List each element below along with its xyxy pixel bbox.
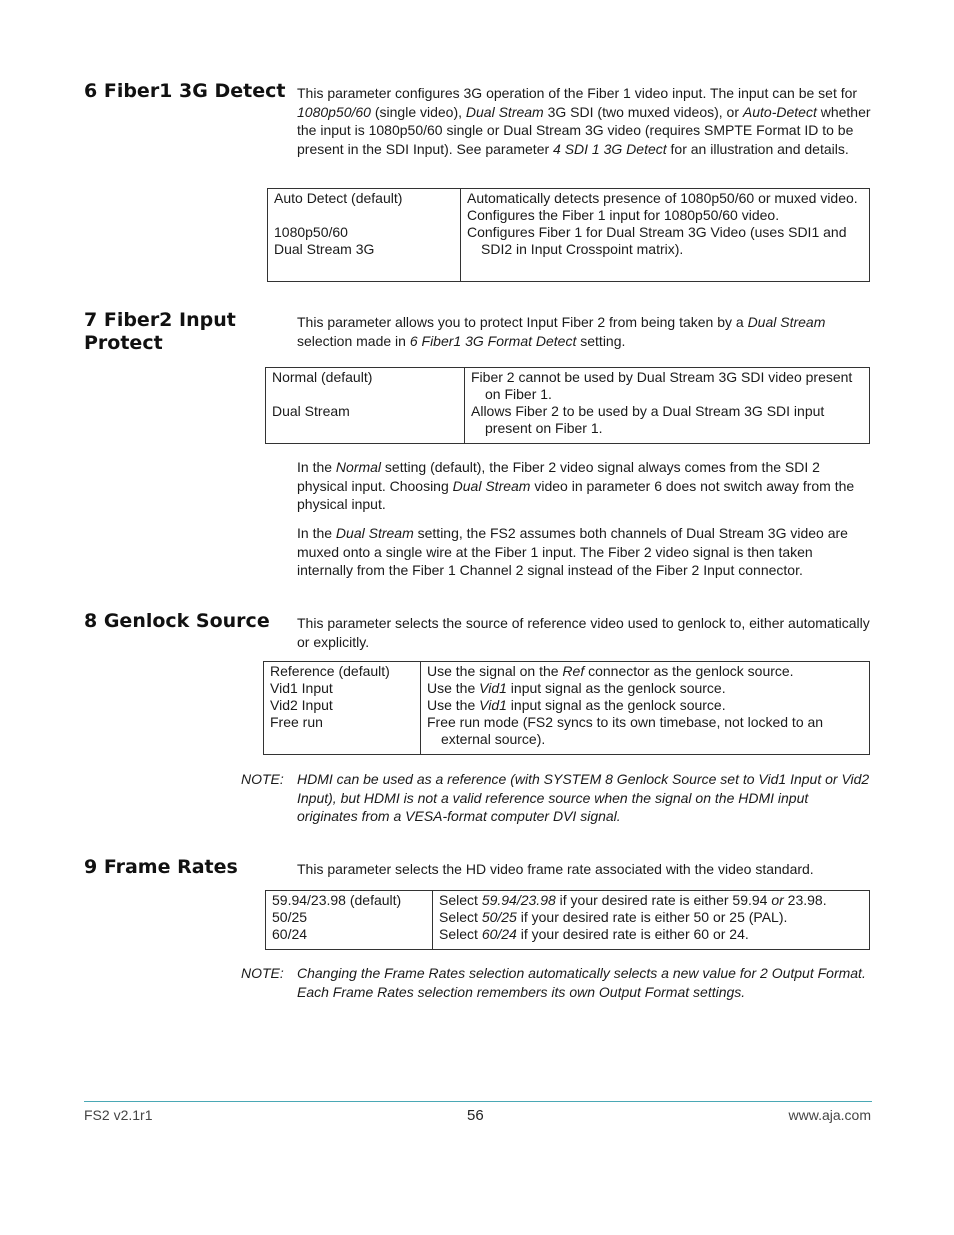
option-label: Free run <box>270 714 323 730</box>
option-description: Automatically detects presence of 1080p50/60 or muxed video. <box>467 190 858 206</box>
option-label: Normal (default) <box>272 369 373 385</box>
option-label: Auto Detect (default) <box>274 190 403 206</box>
section-heading-8: 8 Genlock Source <box>84 610 270 632</box>
option-label: 1080p50/60 <box>274 224 348 240</box>
note-text: HDMI can be used as a reference (with SYSTEM 8 Genlock Source set to Vid1 Input or Vid2 Input), but HDMI is not a valid reference source when the signal on the HDMI input originates from a VESA-format computer DVI signal. <box>297 771 870 825</box>
option-label: Vid2 Input <box>270 697 333 713</box>
option-description: Select 59.94/23.98 if your desired rate is either 59.94 or 23.98. <box>439 892 827 908</box>
descriptions-col <box>421 662 870 755</box>
note-label: NOTE: <box>241 771 284 787</box>
option-label: 60/24 <box>272 926 308 942</box>
option-label: Vid1 Input <box>270 680 333 696</box>
option-label: Dual Stream 3G <box>274 241 375 257</box>
options-col <box>268 189 461 282</box>
options-table-6 <box>267 188 870 282</box>
option-description: Select 60/24 if your desired rate is either 60 or 24. <box>439 926 749 942</box>
section-7-paragraph-dual-stream: In the Dual Stream setting, the FS2 assumes both channels of Dual Stream 3G video are muxed onto a single wire at the Fiber 1 input. The Fiber 2 video signal is then taken internally from the Fiber 1 Channel 2 signal instead of the Fiber 2 Input connector. <box>297 525 848 579</box>
note-label: NOTE: <box>241 965 284 981</box>
options-table-7 <box>265 367 870 444</box>
descriptions-col <box>461 189 870 282</box>
option-label: 59.94/23.98 (default) <box>272 892 402 908</box>
option-description: Free run mode (FS2 syncs to its own timebase, not locked to an external source). <box>427 714 824 747</box>
options-col <box>266 368 465 444</box>
option-description: Select 50/25 if your desired rate is either 50 or 25 (PAL). <box>439 909 788 925</box>
options-col <box>264 662 421 755</box>
section-heading-7: 7 Fiber2 Input Protect <box>84 309 236 354</box>
options-table-8 <box>263 661 870 755</box>
option-description: Fiber 2 cannot be used by Dual Stream 3G SDI video present on Fiber 1. <box>471 369 853 402</box>
section-8-intro: This parameter selects the source of reference video used to genlock to, either automatically or explicitly. <box>297 615 870 650</box>
option-description: Use the Vid1 input signal as the genlock source. <box>427 680 726 696</box>
document-version: FS2 v2.1r1 <box>84 1107 153 1123</box>
option-description: Allows Fiber 2 to be used by a Dual Stream 3G SDI input present on Fiber 1. <box>471 403 825 436</box>
option-label: 50/25 <box>272 909 308 925</box>
section-heading-9: 9 Frame Rates <box>84 856 238 878</box>
descriptions-col <box>465 368 870 444</box>
option-label: Reference (default) <box>270 663 390 679</box>
options-col <box>266 891 433 950</box>
section-heading-6: 6 Fiber1 3G Detect <box>84 80 286 102</box>
option-label: Dual Stream <box>272 403 350 419</box>
section-9-intro: This parameter selects the HD video frame rate associated with the video standard. <box>297 861 814 877</box>
section-6-intro: This parameter configures 3G operation of the Fiber 1 video input. The input can be set for 1080p50/60 (single video), Dual Stream 3G SDI (two muxed videos), or Auto-Detect whether the input is 1080p50/60 single or Dual Stream 3G video (requires SMPTE Format ID to be present in the SDI Input). See parameter 4 SDI 1 3G Detect for an illustration and details. <box>297 85 871 157</box>
footer-divider <box>84 1101 872 1102</box>
option-description: Use the Vid1 input signal as the genlock source. <box>427 697 726 713</box>
descriptions-col <box>433 891 870 950</box>
option-description: Configures the Fiber 1 input for 1080p50/60 video. <box>467 207 780 223</box>
section-7-paragraph-normal: In the Normal setting (default), the Fiber 2 video signal always comes from the SDI 2 physical input. Choosing Dual Stream video in parameter 6 does not switch away from the physical input. <box>297 459 855 513</box>
page-number: 56 <box>467 1107 484 1124</box>
option-description: Configures Fiber 1 for Dual Stream 3G Video (uses SDI1 and SDI2 in Input Crosspoint matrix). <box>467 224 847 257</box>
note-text: Changing the Frame Rates selection automatically selects a new value for 2 Output Format. Each Frame Rates selection remembers its own Output Format settings. <box>297 965 866 1000</box>
option-description: Use the signal on the Ref connector as the genlock source. <box>427 663 794 679</box>
options-table-9 <box>265 890 870 950</box>
section-7-intro: This parameter allows you to protect Input Fiber 2 from being taken by a Dual Stream selection made in 6 Fiber1 3G Format Detect setting. <box>297 314 826 349</box>
website-link[interactable]: www.aja.com <box>788 1107 871 1123</box>
